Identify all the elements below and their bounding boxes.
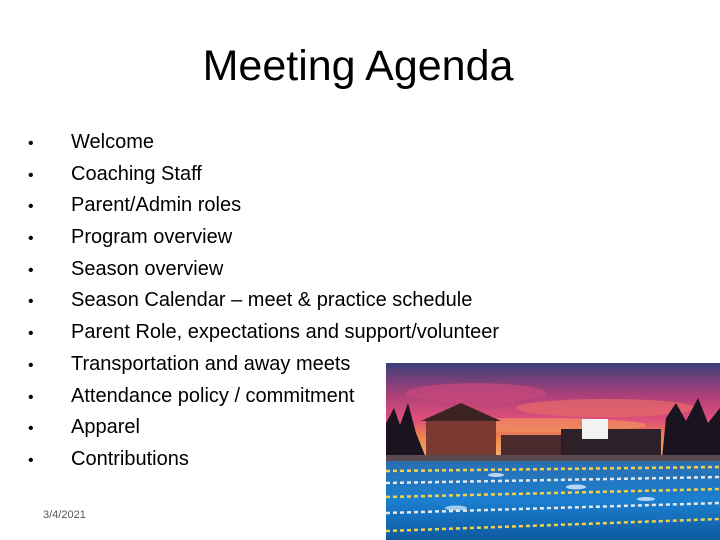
agenda-item-label: Contributions	[71, 447, 189, 470]
agenda-item	[28, 254, 499, 286]
agenda-item	[28, 159, 499, 191]
agenda-item-label: Apparel	[71, 416, 140, 439]
bullet-icon: •	[28, 420, 34, 438]
bullet-icon: •	[28, 325, 34, 343]
slide-date: 3/4/2021	[43, 509, 86, 521]
agenda-item	[28, 317, 499, 349]
agenda-item-label: Parent/Admin roles	[71, 194, 242, 217]
bullet-icon: •	[28, 166, 34, 184]
bullet-icon: •	[28, 261, 34, 279]
bullet-icon: •	[28, 388, 34, 406]
bullet-icon: •	[28, 356, 34, 374]
agenda-item-label: Program overview	[71, 226, 233, 249]
pool-sunset-image	[386, 363, 720, 540]
pool-sunset-photo	[386, 363, 720, 540]
agenda-item-label: Season overview	[71, 257, 224, 280]
bullet-icon: •	[28, 451, 34, 469]
bullet-icon: •	[28, 293, 34, 311]
agenda-item	[28, 127, 499, 159]
slide-title: Meeting Agenda	[202, 42, 514, 90]
agenda-item	[28, 222, 499, 254]
bullet-icon: •	[28, 198, 34, 216]
agenda-item-label: Welcome	[71, 131, 154, 153]
agenda-item-label: Season Calendar – meet & practice schedule	[71, 289, 473, 312]
agenda-item	[28, 285, 499, 317]
agenda-item-label: Coaching Staff	[71, 162, 202, 185]
bullet-icon: •	[28, 230, 34, 248]
agenda-item-label: Transportation and away meets	[71, 352, 351, 375]
agenda-item-label: Attendance policy / commitment	[71, 384, 355, 407]
agenda-item-label: Parent Role, expectations and support/volunteer	[71, 321, 500, 344]
bullet-icon: •	[28, 135, 34, 152]
agenda-item	[28, 190, 499, 222]
